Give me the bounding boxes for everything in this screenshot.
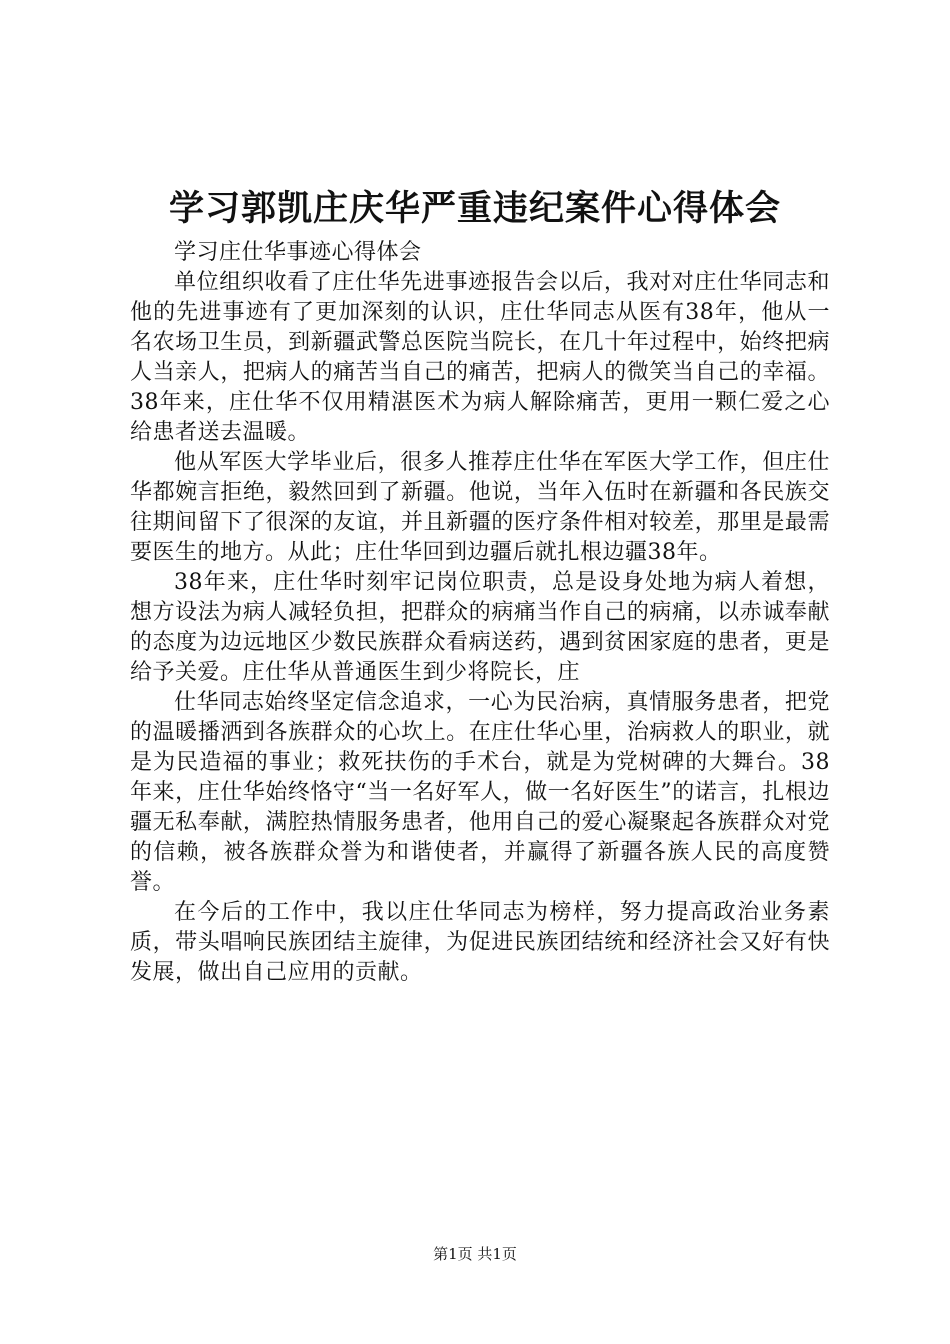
body-paragraph: 在今后的工作中，我以庄仕华同志为榜样，努力提高政治业务素质，带头唱响民族团结主旋律，为促进民族团结统和经济社会又好有快发展，做出自己应用的贡献。 (130, 900, 830, 985)
body-paragraph: 单位组织收看了庄仕华先进事迹报告会以后，我对对庄仕华同志和他的先进事迹有了更加深刻的认识，庄仕华同志从医有38年，他从一名农场卫生员，到新疆武警总医院当院长，在几十年过程中，始终把病人当亲人，把病人的痛苦当自己的痛苦，把病人的微笑当自己的幸福。38年来，庄仕华不仅用精湛医术为病人解除痛苦，更用一颗仁爱之心给患者送去温暖。 (130, 270, 830, 445)
page-footer: 第1页 共1页 (433, 1245, 517, 1263)
document-title: 学习郭凯庄庆华严重违纪案件心得体会 (168, 188, 781, 229)
document-body (130, 238, 830, 988)
subtitle-paragraph: 学习庄仕华事迹心得体会 (174, 240, 422, 265)
body-paragraph: 他从军医大学毕业后，很多人推荐庄仕华在军医大学工作，但庄仕华都婉言拒绝，毅然回到了新疆。他说，当年入伍时在新疆和各民族交往期间留下了很深的友谊，并且新疆的医疗条件相对较差，那里是最需要医生的地方。从此；庄仕华回到边疆后就扎根边疆38年。 (130, 450, 830, 565)
body-paragraph: 仕华同志始终坚定信念追求，一心为民治病，真情服务患者，把党的温暖播洒到各族群众的心坎上。在庄仕华心里，治病救人的职业，就是为民造福的事业；救死扶伤的手术台，就是为党树碑的大舞台。38年来，庄仕华始终恪守“当一名好军人，做一名好医生”的诺言，扎根边疆无私奉献，满腔热情服务患者，他用自己的爱心凝聚起各族群众对党的信赖，被各族群众誉为和谐使者，并赢得了新疆各族人民的高度赞誉。 (130, 690, 830, 895)
body-paragraph: 38年来，庄仕华时刻牢记岗位职责，总是设身处地为病人着想，想方设法为病人减轻负担，把群众的病痛当作自己的病痛，以赤诚奉献的态度为边远地区少数民族群众看病送药，遇到贫困家庭的患者，更是给予关爱。庄仕华从普通医生到少将院长，庄 (130, 570, 830, 685)
